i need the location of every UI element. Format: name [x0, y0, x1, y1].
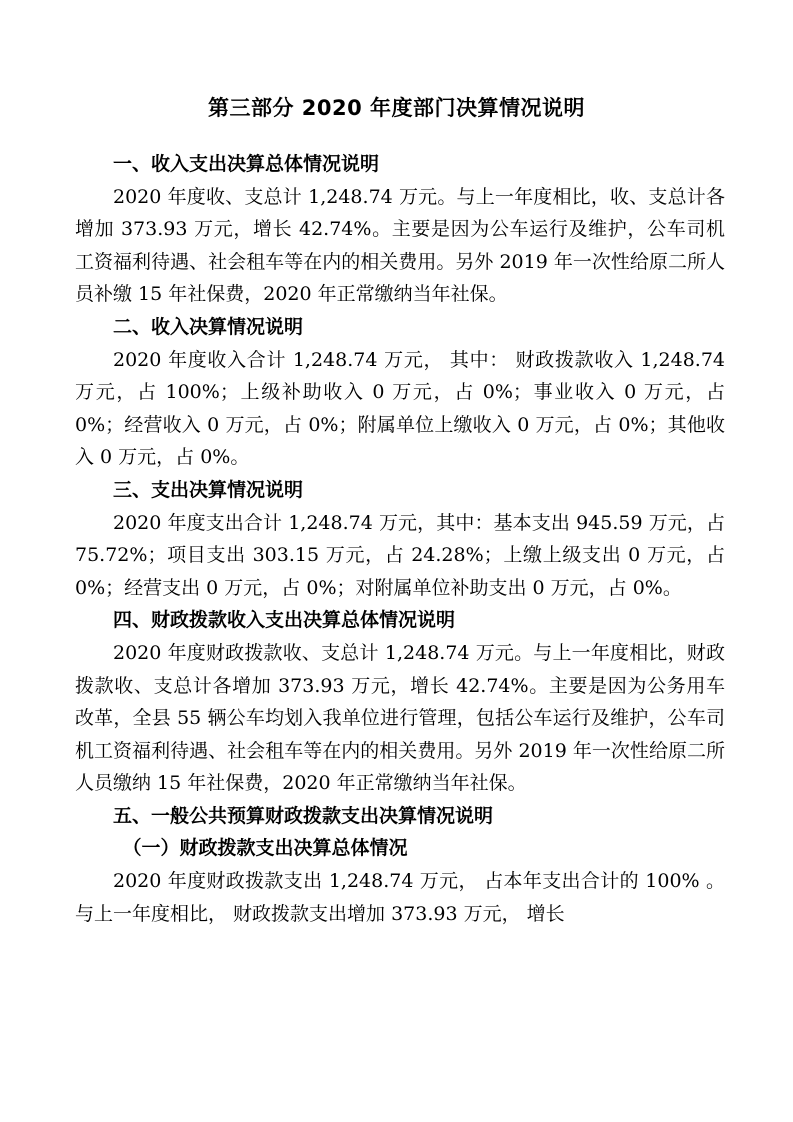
section-paragraph-1: 2020 年度收、支总计 1,248.74 万元。与上一年度相比，收、支总计各增加 373.93 万元，增长 42.74%。主要是因为公车运行及维护，公车司机工资福利待遇、社会租车等在内的相关费用。另外 2019 年一次性给原二所人员补缴 15 年社保费，2020 年正常缴纳当年社保。 — [75, 185, 725, 306]
section-paragraph-4: 2020 年度财政拨款收、支总计 1,248.74 万元。与上一年度相比，财政拨款收、支总计各增加 373.93 万元，增长 42.74%。主要是因为公务用车改革，全县 55 辆公车均划入我单位进行管理，包括公车运行及维护，公车司机工资福利待遇、社会租车等在内的相关费用。另外 2019 年一次性给原二所人员缴纳 15 年社保费，2020 年正常缴纳当年社保。 — [75, 641, 725, 795]
section-paragraph-2: 2020 年度收入合计 1,248.74 万元， 其中： 财政拨款收入 1,248.74 万元，占 100%；上级补助收入 0 万元，占 0%；事业收入 0 万元，占 0%；经营收入 0 万元，占 0%；附属单位上缴收入 0 万元，占 0%；其他收入 0 万元，占 0%。 — [75, 348, 725, 469]
page-title: 第三部分 2020 年度部门决算情况说明 — [207, 96, 586, 120]
section-heading-4: 四、财政拨款收入支出决算总体情况说明 — [113, 609, 456, 632]
section-heading-3: 三、支出决算情况说明 — [113, 478, 304, 501]
section-paragraph-3: 2020 年度支出合计 1,248.74 万元，其中：基本支出 945.59 万元，占 75.72%；项目支出 303.15 万元，占 24.28%；上缴上级支出 0 万元，占 0%；经营支出 0 万元，占 0%；对附属单位补助支出 0 万元，占 0%。 — [75, 511, 725, 599]
section-heading-2: 二、收入决算情况说明 — [113, 315, 304, 338]
subsection-heading-1: （一）财政拨款支出决算总体情况 — [122, 837, 408, 860]
subsection-paragraph-1: 2020 年度财政拨款支出 1,248.74 万元， 占本年支出合计的 100% 。与上一年度相比， 财政拨款支出增加 373.93 万元， 增长 — [75, 870, 725, 925]
section-heading-5: 五、一般公共预算财政拨款支出决算情况说明 — [113, 804, 494, 827]
document-body — [75, 148, 725, 930]
section-heading-1: 一、收入支出决算总体情况说明 — [113, 153, 380, 175]
